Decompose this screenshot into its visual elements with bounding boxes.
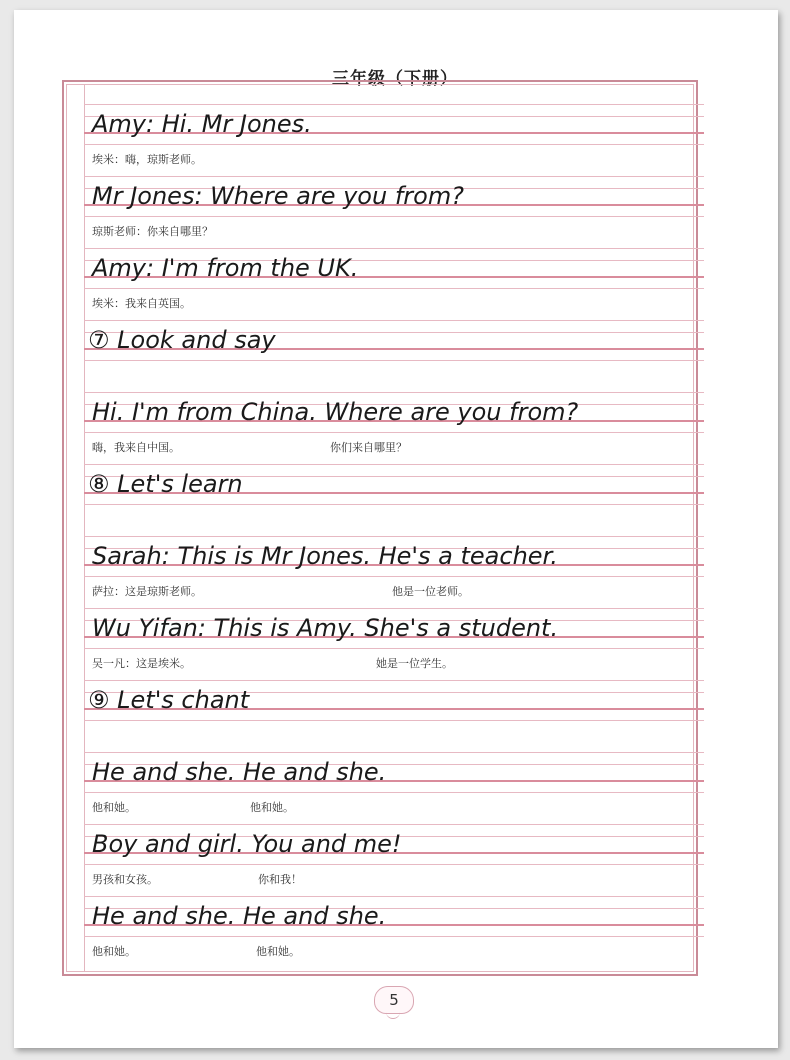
guide-line [84, 896, 704, 897]
chinese-translation: 他和她。 [92, 801, 136, 814]
guide-line [84, 680, 704, 681]
english-line-5: Sarah: This is Mr Jones. He's a teacher. [92, 542, 558, 570]
guide-line [84, 176, 704, 177]
chinese-translation: 他和她。 [250, 801, 294, 814]
english-line-7: He and she. He and she. [92, 758, 387, 786]
guide-line [84, 360, 704, 361]
guide-line [84, 720, 704, 721]
guide-line [84, 608, 704, 609]
chinese-translation: 你和我！ [258, 873, 302, 886]
section-heading-look-and-say: ⑦ Look and say [88, 326, 276, 354]
english-line-6: Wu Yifan: This is Amy. She's a student. [92, 614, 559, 642]
guide-line [84, 320, 704, 321]
guide-line [84, 464, 704, 465]
section-heading-lets-chant: ⑨ Let's chant [88, 686, 250, 714]
chinese-translation: 他和她。 [92, 945, 136, 958]
chinese-translation: 埃米：我来自英国。 [92, 297, 191, 310]
guide-line [84, 392, 704, 393]
guide-line [84, 104, 704, 105]
chinese-translation: 他和她。 [256, 945, 300, 958]
guide-line [84, 824, 704, 825]
guide-line [84, 536, 704, 537]
chinese-translation: 男孩和女孩。 [92, 873, 158, 886]
english-line-2: Mr Jones: Where are you from? [92, 182, 464, 210]
guide-line [84, 864, 704, 865]
chinese-translation: 萨拉：这是琼斯老师。 [92, 585, 202, 598]
english-line-1: Amy: Hi. Mr Jones. [92, 110, 312, 138]
page-number: 5 [374, 986, 414, 1014]
chinese-translation: 埃米：嗨，琼斯老师。 [92, 153, 202, 166]
guide-line [84, 248, 704, 249]
english-line-4: Hi. I'm from China. Where are you from? [92, 398, 579, 426]
margin-line [84, 84, 85, 972]
guide-line [84, 504, 704, 505]
guide-line [84, 144, 704, 145]
chinese-translation: 吴一凡：这是埃米。 [92, 657, 191, 670]
section-heading-lets-learn: ⑧ Let's learn [88, 470, 243, 498]
guide-line [84, 576, 704, 577]
guide-line [84, 288, 704, 289]
chinese-translation: 琼斯老师：你来自哪里？ [92, 225, 213, 238]
english-line-8: Boy and girl. You and me! [92, 830, 402, 858]
guide-line [84, 432, 704, 433]
guide-line [84, 792, 704, 793]
chinese-translation: 她是一位学生。 [376, 657, 453, 670]
guide-line [84, 648, 704, 649]
page-title: 三年级（下册） [332, 69, 458, 89]
guide-line [84, 216, 704, 217]
chinese-translation: 他是一位老师。 [392, 585, 469, 598]
english-line-9: He and she. He and she. [92, 902, 387, 930]
guide-line [84, 752, 704, 753]
guide-line [84, 936, 704, 937]
chinese-translation: 嗨，我来自中国。 [92, 441, 180, 454]
english-line-3: Amy: I'm from the UK. [92, 254, 359, 282]
chinese-translation: 你们来自哪里？ [330, 441, 407, 454]
